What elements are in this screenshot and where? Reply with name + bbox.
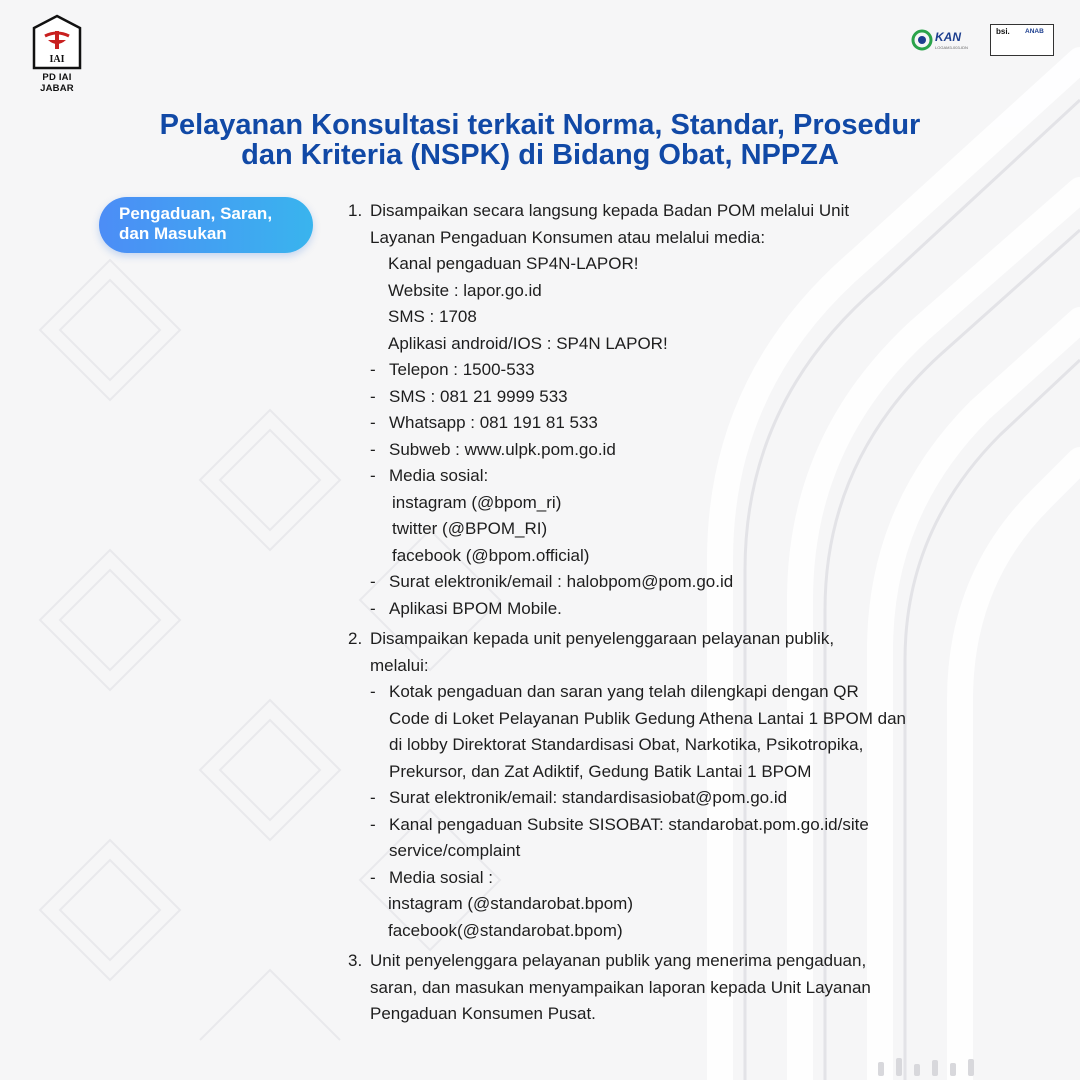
item-text-line: Unit penyelenggara pelayanan publik yang menerima pengaduan, [370, 951, 867, 970]
item-text-line: saran, dan masukan menyampaikan laporan kepada Unit Layanan [370, 977, 871, 997]
iai-logo [28, 14, 86, 94]
org-label: PD IAI JABAR [40, 72, 74, 94]
item-number: 2. [348, 629, 363, 648]
list-item-3 [348, 948, 998, 1028]
kan-circle-icon [911, 29, 933, 51]
item-text-line: melalui: [370, 655, 429, 675]
dash-item: - Media sosial: [370, 466, 489, 485]
kan-label: KAN [935, 30, 961, 44]
kan-logo [910, 24, 984, 58]
dash-item: - Surat elektronik/email: standardisasiobat@pom.go.id [370, 788, 788, 807]
badge-line-2: dan Masukan [119, 224, 227, 243]
dash-item: - Kanal pengaduan Subsite SISOBAT: standarobat.pom.go.id/site service/complaint [370, 814, 869, 860]
channel-line: Kanal pengaduan SP4N-LAPOR! [388, 254, 639, 273]
anab-label: ANAB [1025, 28, 1044, 35]
item-text-line: Layanan Pengaduan Konsumen atau melalui media: [370, 227, 766, 247]
bsi-logo [990, 24, 1054, 56]
channel-line: SMS : 1708 [388, 307, 477, 326]
bsi-label: bsi. [996, 27, 1010, 36]
item-number: 3. [348, 951, 363, 970]
complaint-channels-list [348, 198, 998, 1028]
dash-item: - Subweb : www.ulpk.pom.go.id [370, 439, 616, 459]
page-title [60, 110, 1020, 170]
title-line-2: dan Kriteria (NSPK) di Bidang Obat, NPPZA [241, 139, 839, 171]
list-item-1 [348, 198, 998, 622]
title-line-1: Pelayanan Konsultasi terkait Norma, Standar, Prosedur [159, 109, 921, 141]
dash-item: - Aplikasi BPOM Mobile. [370, 598, 562, 618]
category-badge [99, 197, 313, 253]
dash-item: - Kotak pengaduan dan saran yang telah dilengkapi dengan QR Code di Loket Pelayanan Publik Gedung Athena Lantai 1 BPOM dan di lobby Direktorat Standardisasi Obat, Narkotika, Psikotropika, Prekursor, dan Zat Adiktif, Gedung Batik Lantai 1 BPOM [370, 682, 906, 781]
social-media-list [370, 490, 998, 570]
badge-line-1: Pengaduan, Saran, [119, 204, 273, 223]
channel-line: Aplikasi android/IOS : SP4N LAPOR! [388, 333, 668, 353]
kan-code: LOGAM3-003-IDN [935, 45, 968, 50]
iai-emblem-icon [31, 14, 83, 70]
social-account: twitter (@BPOM_RI) [392, 519, 548, 538]
dash-item: - Whatsapp : 081 191 81 533 [370, 413, 598, 432]
social-media-list [370, 891, 998, 944]
svg-text:IAI: IAI [49, 54, 65, 65]
social-account: facebook (@bpom.official) [392, 545, 590, 565]
list-item-2 [348, 626, 998, 944]
dash-item: - Surat elektronik/email : halobpom@pom.go.id [370, 572, 734, 591]
social-account: instagram (@standarobat.bpom) [388, 894, 633, 913]
social-account: facebook(@standarobat.bpom) [388, 920, 623, 940]
channel-line: Website : lapor.go.id [388, 280, 542, 300]
dash-item: - Telepon : 1500-533 [370, 360, 535, 379]
item-text-line: Pengaduan Konsumen Pusat. [370, 1004, 596, 1023]
social-account: instagram (@bpom_ri) [392, 492, 562, 512]
dash-item: - Media sosial : [370, 867, 493, 887]
item-number: 1. [348, 201, 363, 220]
dash-item: - SMS : 081 21 9999 533 [370, 386, 568, 406]
item-text-line: Disampaikan kepada unit penyelenggaraan pelayanan publik, [370, 629, 835, 648]
item-text-line: Disampaikan secara langsung kepada Badan POM melalui Unit [370, 201, 850, 220]
